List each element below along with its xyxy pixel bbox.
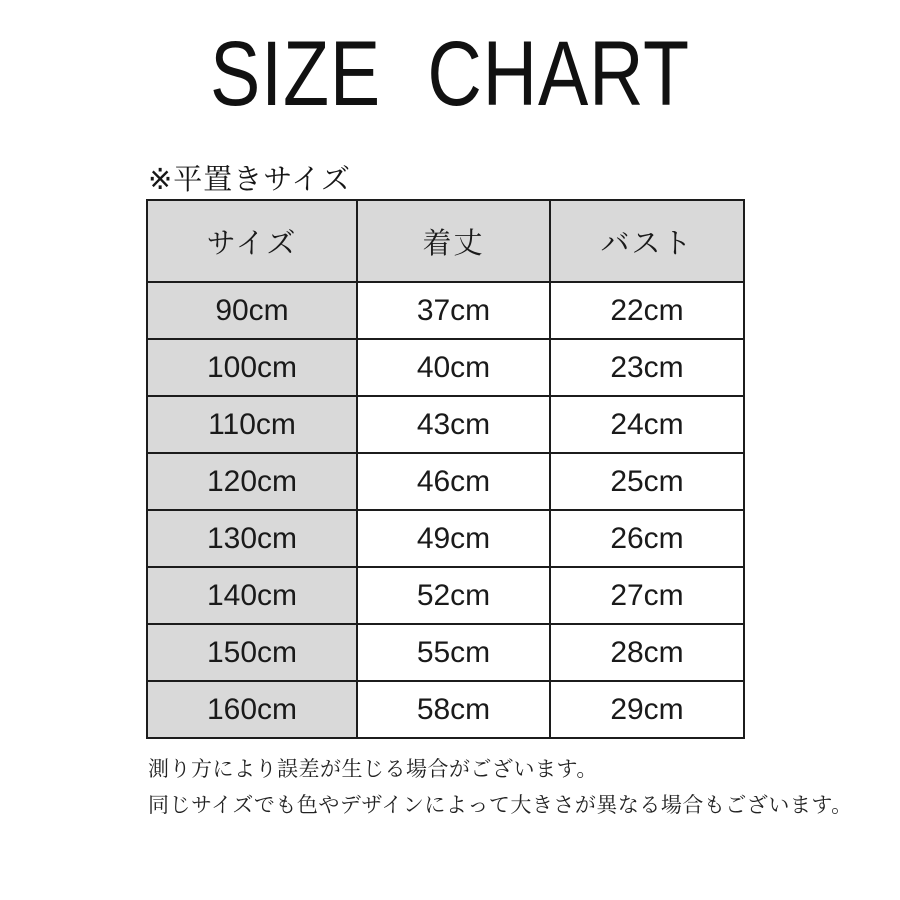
cell-length: 58cm (357, 681, 550, 738)
table-row (147, 624, 744, 681)
cell-bust: 27cm (550, 567, 744, 624)
cell-length: 37cm (357, 282, 550, 339)
cell-length: 43cm (357, 396, 550, 453)
flat-measure-label: ※平置きサイズ (148, 164, 351, 196)
measurement-notes (148, 752, 853, 824)
cell-length: 46cm (357, 453, 550, 510)
cell-bust: 23cm (550, 339, 744, 396)
cell-size: 120cm (147, 453, 357, 510)
cell-bust: 28cm (550, 624, 744, 681)
table-row (147, 396, 744, 453)
note-line: 測り方により誤差が生じる場合がございます。 (148, 758, 598, 781)
cell-length: 49cm (357, 510, 550, 567)
cell-bust: 26cm (550, 510, 744, 567)
cell-size: 100cm (147, 339, 357, 396)
cell-length: 55cm (357, 624, 550, 681)
cell-size: 130cm (147, 510, 357, 567)
page-title: SIZE CHART (210, 23, 690, 125)
note-line: 同じサイズでも色やデザインによって大きさが異なる場合もございます。 (148, 794, 853, 817)
cell-bust: 22cm (550, 282, 744, 339)
cell-length: 40cm (357, 339, 550, 396)
table-row (147, 510, 744, 567)
header-cell-length: 着丈 (357, 200, 550, 282)
table-row (147, 453, 744, 510)
cell-length: 52cm (357, 567, 550, 624)
cell-size: 110cm (147, 396, 357, 453)
cell-bust: 25cm (550, 453, 744, 510)
size-table (146, 199, 745, 739)
cell-size: 90cm (147, 282, 357, 339)
cell-bust: 24cm (550, 396, 744, 453)
cell-size: 140cm (147, 567, 357, 624)
table-row (147, 282, 744, 339)
cell-size: 160cm (147, 681, 357, 738)
table-row (147, 567, 744, 624)
cell-size: 150cm (147, 624, 357, 681)
cell-bust: 29cm (550, 681, 744, 738)
header-cell-size: サイズ (147, 200, 357, 282)
header-cell-bust: バスト (550, 200, 744, 282)
table-header-row (147, 200, 744, 282)
table-row (147, 339, 744, 396)
table-row (147, 681, 744, 738)
